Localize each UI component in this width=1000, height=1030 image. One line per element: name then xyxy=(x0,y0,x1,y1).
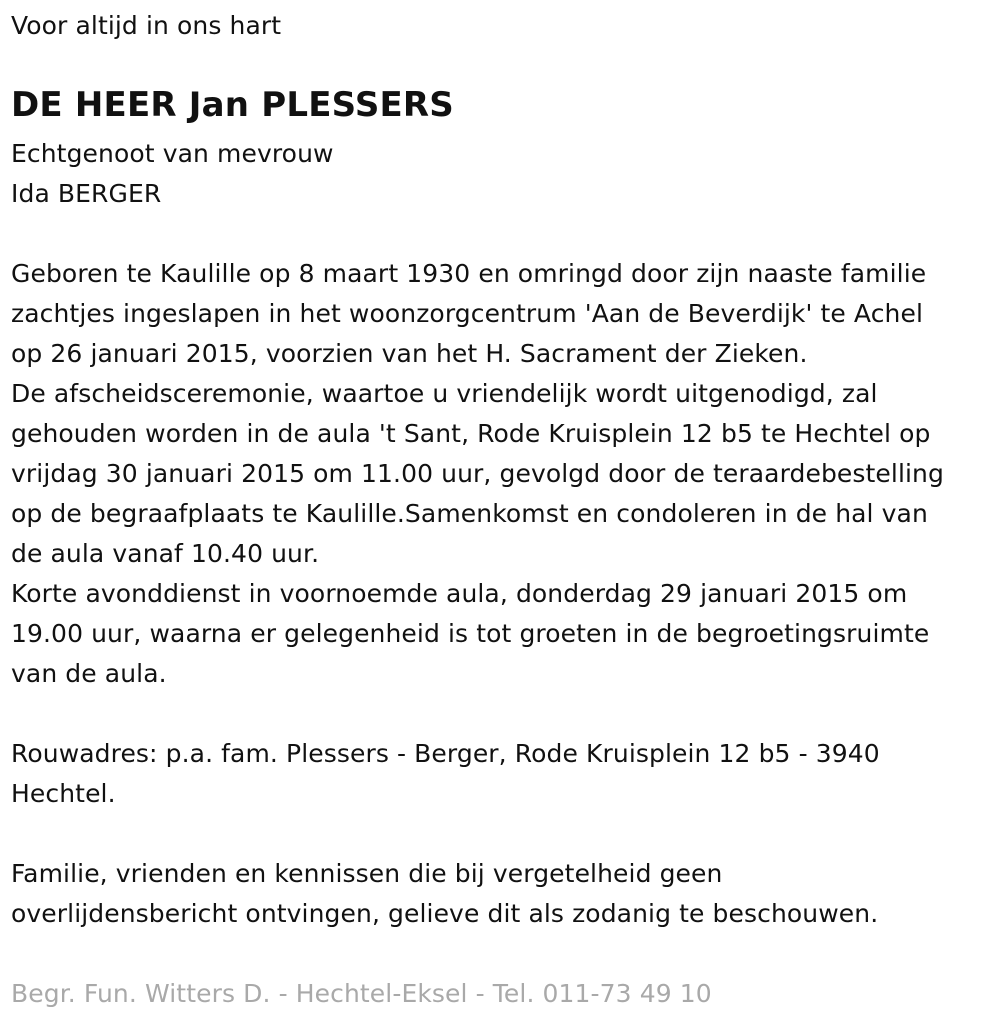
body-line: gehouden worden in de aula 't Sant, Rode Kruisplein 12 b5 te Hechtel op xyxy=(11,419,931,448)
intro-text: Voor altijd in ons hart xyxy=(11,11,282,40)
body-line: vrijdag 30 januari 2015 om 11.00 uur, gevolgd door de teraardebestelling xyxy=(11,459,944,488)
body-line: van de aula. xyxy=(11,659,167,688)
body-line: Geboren te Kaulille op 8 maart 1930 en omringd door zijn naaste familie xyxy=(11,259,927,288)
closing-line: Familie, vrienden en kennissen die bij vergetelheid geen xyxy=(11,859,723,888)
body-line: de aula vanaf 10.40 uur. xyxy=(11,539,320,568)
body-line: Korte avonddienst in voornoemde aula, donderdag 29 januari 2015 om xyxy=(11,579,908,608)
funeral-home-footer: Begr. Fun. Witters D. - Hechtel-Eksel - Tel. 011-73 49 10 xyxy=(11,979,712,1008)
body-line: 19.00 uur, waarna er gelegenheid is tot groeten in de begroetingsruimte xyxy=(11,619,930,648)
address-line: Rouwadres: p.a. fam. Plessers - Berger, Rode Kruisplein 12 b5 - 3940 xyxy=(11,739,880,768)
body-line: zachtjes ingeslapen in het woonzorgcentrum 'Aan de Beverdijk' te Achel xyxy=(11,299,924,328)
body-line: op 26 januari 2015, voorzien van het H. Sacrament der Zieken. xyxy=(11,339,808,368)
body-line: op de begraafplaats te Kaulille.Samenkomst en condoleren in de hal van xyxy=(11,499,928,528)
deceased-name: DE HEER Jan PLESSERS xyxy=(11,85,454,125)
address-line: Hechtel. xyxy=(11,779,116,808)
spouse-line-1: Echtgenoot van mevrouw xyxy=(11,139,334,168)
body-line: De afscheidsceremonie, waartoe u vriendelijk wordt uitgenodigd, zal xyxy=(11,379,878,408)
spouse-line-2: Ida BERGER xyxy=(11,179,162,208)
closing-line: overlijdensbericht ontvingen, gelieve dit als zodanig te beschouwen. xyxy=(11,899,879,928)
